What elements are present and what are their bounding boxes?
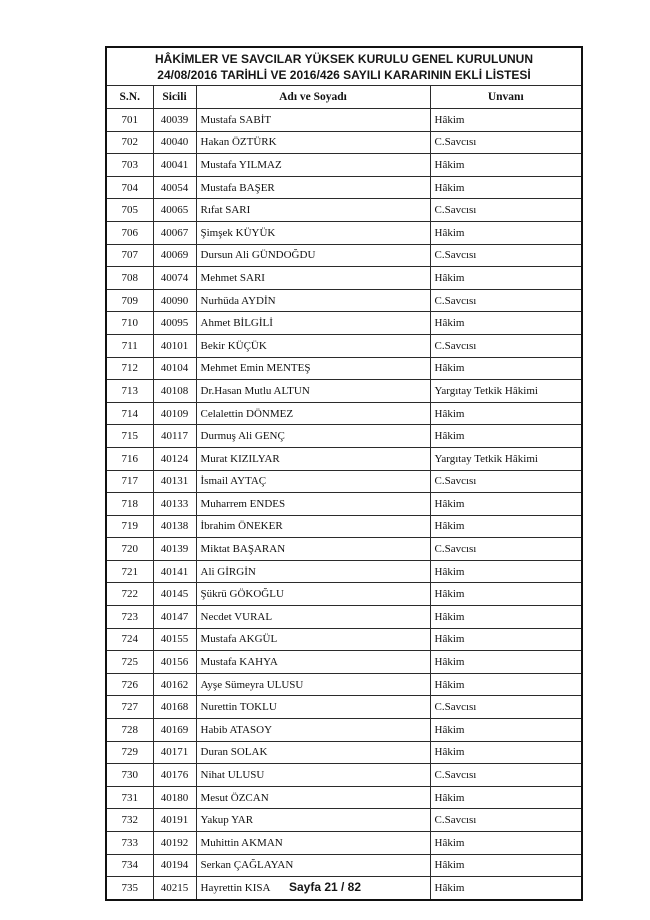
table-row	[106, 402, 582, 425]
cell-name: Rıfat SARI	[196, 199, 430, 222]
cell-sicil: 40133	[153, 493, 196, 516]
cell-sicil: 40156	[153, 651, 196, 674]
cell-title: Yargıtay Tetkik Hâkimi	[430, 447, 582, 470]
cell-name: Şükrü GÖKOĞLU	[196, 583, 430, 606]
table-row	[106, 154, 582, 177]
cell-sn: 715	[106, 425, 153, 448]
table-row	[106, 357, 582, 380]
table-row	[106, 673, 582, 696]
cell-sn: 704	[106, 176, 153, 199]
cell-title: C.Savcısı	[430, 538, 582, 561]
cell-sn: 729	[106, 741, 153, 764]
cell-name: Nurhüda AYDİN	[196, 289, 430, 312]
table-row	[106, 606, 582, 629]
cell-sn: 716	[106, 447, 153, 470]
cell-sn: 703	[106, 154, 153, 177]
cell-sn: 732	[106, 809, 153, 832]
cell-name: Hayrettin KISA	[196, 877, 430, 900]
cell-sicil: 40104	[153, 357, 196, 380]
cell-name: Yakup YAR	[196, 809, 430, 832]
cell-sn: 724	[106, 628, 153, 651]
cell-name: Miktat BAŞARAN	[196, 538, 430, 561]
cell-title: Hâkim	[430, 357, 582, 380]
cell-name: Duran SOLAK	[196, 741, 430, 764]
cell-sicil: 40215	[153, 877, 196, 900]
table-row	[106, 131, 582, 154]
table-row	[106, 696, 582, 719]
cell-sicil: 40162	[153, 673, 196, 696]
cell-sn: 702	[106, 131, 153, 154]
table-row	[106, 470, 582, 493]
table-row	[106, 832, 582, 855]
cell-name: Nurettin TOKLU	[196, 696, 430, 719]
cell-sicil: 40141	[153, 560, 196, 583]
table-row	[106, 199, 582, 222]
cell-sn: 714	[106, 402, 153, 425]
cell-name: Muhittin AKMAN	[196, 832, 430, 855]
cell-title: Hâkim	[430, 425, 582, 448]
cell-sicil: 40074	[153, 267, 196, 290]
cell-title: C.Savcısı	[430, 131, 582, 154]
cell-title: Hâkim	[430, 560, 582, 583]
cell-sicil: 40155	[153, 628, 196, 651]
cell-sicil: 40069	[153, 244, 196, 267]
cell-title: Hâkim	[430, 493, 582, 516]
table-row	[106, 538, 582, 561]
table-title-row	[106, 47, 582, 86]
cell-sn: 706	[106, 221, 153, 244]
cell-sn: 725	[106, 651, 153, 674]
cell-sn: 705	[106, 199, 153, 222]
cell-title: Hâkim	[430, 877, 582, 900]
cell-title: C.Savcısı	[430, 696, 582, 719]
cell-name: Bekir KÜÇÜK	[196, 334, 430, 357]
table-row	[106, 334, 582, 357]
table-title-line2: 24/08/2016 TARİHLİ VE 2016/426 SAYILI KARARININ EKLİ LİSTESİ	[157, 67, 531, 82]
cell-sicil: 40041	[153, 154, 196, 177]
cell-sn: 730	[106, 764, 153, 787]
cell-sn: 735	[106, 877, 153, 900]
cell-sn: 728	[106, 719, 153, 742]
cell-title: Hâkim	[430, 312, 582, 335]
table-row	[106, 447, 582, 470]
cell-sn: 717	[106, 470, 153, 493]
cell-sn: 710	[106, 312, 153, 335]
cell-sicil: 40117	[153, 425, 196, 448]
cell-title: Hâkim	[430, 267, 582, 290]
cell-sicil: 40139	[153, 538, 196, 561]
table-row	[106, 628, 582, 651]
table-row	[106, 515, 582, 538]
cell-name: Mustafa AKGÜL	[196, 628, 430, 651]
cell-title: Hâkim	[430, 583, 582, 606]
cell-title: Hâkim	[430, 719, 582, 742]
cell-name: Ahmet BİLGİLİ	[196, 312, 430, 335]
cell-sicil: 40124	[153, 447, 196, 470]
cell-name: Şimşek KÜYÜK	[196, 221, 430, 244]
cell-name: Mustafa KAHYA	[196, 651, 430, 674]
cell-name: Hakan ÖZTÜRK	[196, 131, 430, 154]
table-row	[106, 176, 582, 199]
cell-title: Hâkim	[430, 176, 582, 199]
cell-title: C.Savcısı	[430, 289, 582, 312]
cell-title: C.Savcısı	[430, 809, 582, 832]
column-header-sn: S.N.	[106, 86, 153, 109]
cell-sn: 709	[106, 289, 153, 312]
cell-sicil: 40131	[153, 470, 196, 493]
column-header-sicil: Sicili	[153, 86, 196, 109]
cell-sn: 718	[106, 493, 153, 516]
cell-sicil: 40095	[153, 312, 196, 335]
cell-sicil: 40065	[153, 199, 196, 222]
table-row	[106, 786, 582, 809]
cell-name: İbrahim ÖNEKER	[196, 515, 430, 538]
cell-title: Hâkim	[430, 606, 582, 629]
cell-sn: 708	[106, 267, 153, 290]
table-row	[106, 289, 582, 312]
table-row	[106, 221, 582, 244]
cell-name: Mesut ÖZCAN	[196, 786, 430, 809]
table-row	[106, 741, 582, 764]
cell-title: Hâkim	[430, 673, 582, 696]
cell-title: C.Savcısı	[430, 334, 582, 357]
cell-name: Dr.Hasan Mutlu ALTUN	[196, 380, 430, 403]
cell-sicil: 40192	[153, 832, 196, 855]
cell-name: Mehmet Emin MENTEŞ	[196, 357, 430, 380]
table-row	[106, 583, 582, 606]
cell-sicil: 40039	[153, 109, 196, 132]
cell-name: Mustafa BAŞER	[196, 176, 430, 199]
cell-sn: 707	[106, 244, 153, 267]
cell-sn: 733	[106, 832, 153, 855]
table-row	[106, 109, 582, 132]
cell-title: Hâkim	[430, 109, 582, 132]
cell-sicil: 40180	[153, 786, 196, 809]
cell-title: Hâkim	[430, 402, 582, 425]
cell-sicil: 40145	[153, 583, 196, 606]
cell-sn: 719	[106, 515, 153, 538]
table-body	[106, 109, 582, 900]
column-header-name: Adı ve Soyadı	[196, 86, 430, 109]
table-row	[106, 560, 582, 583]
cell-sicil: 40090	[153, 289, 196, 312]
cell-title: Hâkim	[430, 786, 582, 809]
cell-sicil: 40054	[153, 176, 196, 199]
cell-title: C.Savcısı	[430, 470, 582, 493]
table-row	[106, 312, 582, 335]
cell-sicil: 40168	[153, 696, 196, 719]
cell-title: Yargıtay Tetkik Hâkimi	[430, 380, 582, 403]
table-row	[106, 425, 582, 448]
cell-title: C.Savcısı	[430, 764, 582, 787]
cell-sn: 720	[106, 538, 153, 561]
cell-title: Hâkim	[430, 741, 582, 764]
page-number: Sayfa 21 / 82	[288, 880, 362, 894]
cell-sn: 731	[106, 786, 153, 809]
table-row	[106, 651, 582, 674]
cell-title: Hâkim	[430, 651, 582, 674]
cell-sicil: 40171	[153, 741, 196, 764]
cell-name: İsmail AYTAÇ	[196, 470, 430, 493]
cell-name: Dursun Ali GÜNDOĞDU	[196, 244, 430, 267]
cell-sicil: 40108	[153, 380, 196, 403]
cell-name: Nihat ULUSU	[196, 764, 430, 787]
cell-name: Muharrem ENDES	[196, 493, 430, 516]
cell-name: Ayşe Sümeyra ULUSU	[196, 673, 430, 696]
cell-title: Hâkim	[430, 628, 582, 651]
cell-sicil: 40040	[153, 131, 196, 154]
cell-name: Murat KIZILYAR	[196, 447, 430, 470]
cell-sicil: 40101	[153, 334, 196, 357]
cell-name: Ali GİRGİN	[196, 560, 430, 583]
cell-title: Hâkim	[430, 154, 582, 177]
table-title-line1: HÂKİMLER VE SAVCILAR YÜKSEK KURULU GENEL KURULUNUN	[155, 51, 534, 66]
cell-sicil: 40109	[153, 402, 196, 425]
cell-sicil: 40067	[153, 221, 196, 244]
cell-sn: 701	[106, 109, 153, 132]
column-header-title: Unvanı	[430, 86, 582, 109]
cell-sn: 722	[106, 583, 153, 606]
cell-sicil: 40191	[153, 809, 196, 832]
annexed-list-table	[105, 46, 583, 901]
cell-title: Hâkim	[430, 854, 582, 877]
cell-name: Mehmet SARI	[196, 267, 430, 290]
table-title	[106, 47, 582, 86]
cell-sicil: 40147	[153, 606, 196, 629]
cell-sn: 712	[106, 357, 153, 380]
column-header-row	[106, 86, 582, 109]
table-row	[106, 719, 582, 742]
cell-title: Hâkim	[430, 515, 582, 538]
cell-title: Hâkim	[430, 221, 582, 244]
table-row	[106, 380, 582, 403]
cell-sicil: 40138	[153, 515, 196, 538]
cell-title: C.Savcısı	[430, 199, 582, 222]
cell-sn: 721	[106, 560, 153, 583]
cell-title: C.Savcısı	[430, 244, 582, 267]
table-row	[106, 809, 582, 832]
cell-sn: 711	[106, 334, 153, 357]
cell-sicil: 40169	[153, 719, 196, 742]
table-row	[106, 244, 582, 267]
cell-title: Hâkim	[430, 832, 582, 855]
cell-sn: 726	[106, 673, 153, 696]
cell-name: Necdet VURAL	[196, 606, 430, 629]
table-row	[106, 854, 582, 877]
cell-sicil: 40194	[153, 854, 196, 877]
cell-sn: 727	[106, 696, 153, 719]
cell-sn: 734	[106, 854, 153, 877]
cell-sn: 713	[106, 380, 153, 403]
cell-name: Mustafa YILMAZ	[196, 154, 430, 177]
cell-name: Celalettin DÖNMEZ	[196, 402, 430, 425]
cell-name: Habib ATASOY	[196, 719, 430, 742]
cell-sn: 723	[106, 606, 153, 629]
cell-name: Serkan ÇAĞLAYAN	[196, 854, 430, 877]
table-row	[106, 267, 582, 290]
cell-name: Mustafa SABİT	[196, 109, 430, 132]
cell-sicil: 40176	[153, 764, 196, 787]
table-row	[106, 493, 582, 516]
table-row	[106, 764, 582, 787]
cell-name: Durmuş Ali GENÇ	[196, 425, 430, 448]
